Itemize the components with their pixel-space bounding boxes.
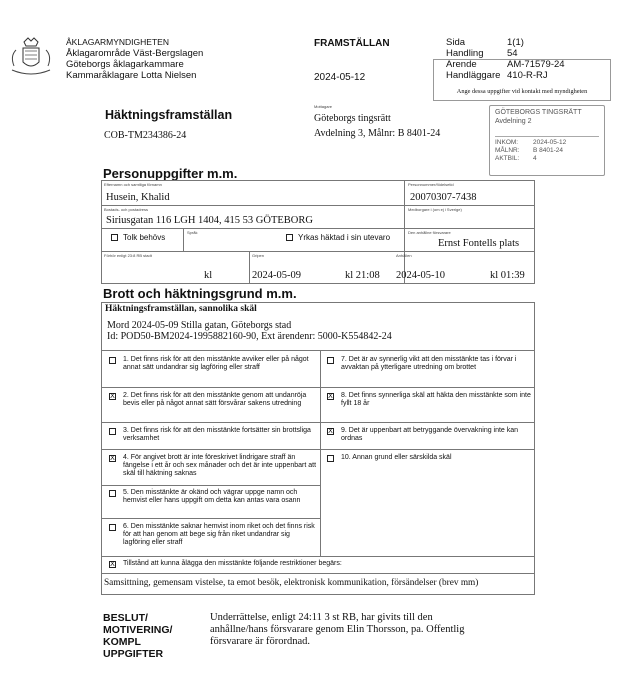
beslut-heading-line-1: BESLUT/ <box>103 612 148 624</box>
stamp-aktbil-value: 4 <box>533 155 537 162</box>
gripen-date: 2024-05-09 <box>252 270 301 281</box>
beslut-heading-line-3: KOMPL <box>103 636 141 648</box>
reason-9-checkbox[interactable]: X <box>328 428 333 435</box>
stamp-title: GÖTEBORGS TINGSRÄTT <box>495 109 582 116</box>
org-area: Åklagarområde Väst-Bergslagen <box>66 48 204 59</box>
tolk-label: Tolk behövs <box>123 233 166 242</box>
address-label: Bostads- och postadress <box>104 207 149 212</box>
beslut-text <box>210 612 464 648</box>
reason-9-text: 9. Det är uppenbart att betryggande övervakning inte kan ordnas <box>341 427 519 442</box>
yrkas-label: Yrkas häktad i sin utevaro <box>298 233 391 242</box>
handlaggare-value: 410-R-RJ <box>507 70 548 81</box>
crime-heading: Brott och häktningsgrund m.m. <box>103 286 297 301</box>
handling-value: 54 <box>507 48 518 59</box>
restrictions-checkbox[interactable]: X <box>110 561 115 568</box>
stamp-inkom-label: INKOM: <box>495 139 519 146</box>
reason-5-checkbox[interactable] <box>109 490 116 497</box>
reason-2-text: 2. Det finns risk för att den misstänkte genom att undanröja bevis eller på något annat sätt försvårar sakens utredning <box>123 392 307 407</box>
reason-8-text: 8. Det finns synnerliga skäl att häkta den misstänkte som inte fyllt 18 år <box>341 392 531 407</box>
org-block <box>66 37 203 81</box>
page-title: Häktningsframställan <box>105 108 233 122</box>
sida-label: Sida <box>446 37 466 48</box>
sida-value: 1(1) <box>507 37 524 48</box>
reason-6-checkbox[interactable] <box>109 524 116 531</box>
crime-line1: Mord 2024-05-09 Stilla gatan, Göteborgs stad <box>107 320 292 331</box>
frihetsberovad-kl: kl <box>204 270 213 281</box>
beslut-text-line-2: anhållne/hans försvarare genom Elin Thorsson, pa. Offentlig <box>210 624 465 635</box>
reason-1-checkbox[interactable] <box>109 357 116 364</box>
crime-subheading: Häktningsframställan, sannolika skäl <box>105 304 257 314</box>
beslut-heading <box>103 612 172 660</box>
reason-10-text: 10. Annan grund eller särskilda skäl <box>341 454 452 461</box>
beslut-heading-line-4: UPPGIFTER <box>103 648 164 660</box>
tolk-checkbox[interactable] <box>111 234 118 241</box>
stamp-inkom-value: 2024-05-12 <box>533 139 567 146</box>
frihetsberovad-label: Förhör enligt 23:8 RB stadt <box>104 253 152 258</box>
reason-5-text: 5. Den misstänkte är okänd och vägrar uppge namn och hemvist eller hans uppgift om detta kan antas vara osann <box>123 489 301 504</box>
name-value: Husein, Khalid <box>106 192 170 203</box>
sprak-label: Språk <box>187 230 198 235</box>
reason-4-text: 4. För angivet brott är inte föreskrivet lindrigare straff än fängelse i ett år och sex månader och det är inte uppenbart att skäl till häktning saknas <box>123 454 317 477</box>
stamp-aktbil-label: AKTBIL: <box>495 155 520 162</box>
recipient-dept: Avdelning 3, Målnr: B 8401-24 <box>314 128 441 139</box>
handling-label: Handling <box>446 48 484 59</box>
stamp-dept: Avdelning 2 <box>495 118 532 125</box>
stamp-malnr-value: B 8401-24 <box>533 147 563 154</box>
reason-7-checkbox[interactable] <box>327 357 334 364</box>
forsvarare-label: Den anhållne försvarare <box>408 230 451 235</box>
reason-3-text: 3. Det finns risk för att den misstänkte fortsätter sin brottsliga verksamhet <box>123 427 311 442</box>
anhallen-date: 2024-05-10 <box>396 270 445 281</box>
restrictions-label: Tillstånd att kunna ålägga den misstänkte följande restriktioner begärs: <box>123 560 342 567</box>
arende-label: Ärende <box>446 59 477 70</box>
reason-3-checkbox[interactable] <box>109 428 116 435</box>
org-chamber: Göteborgs åklagarkammare <box>66 59 184 70</box>
gripen-time: kl 21:08 <box>345 270 380 281</box>
recipient-name: Göteborgs tingsrätt <box>314 113 391 124</box>
doc-type: FRAMSTÄLLAN <box>314 38 390 49</box>
org-prosecutor: Kammaråklagare Lotta Nielsen <box>66 70 197 81</box>
pnr-value: 20070307-7438 <box>410 192 477 203</box>
stamp-fields <box>495 139 605 163</box>
reason-4-checkbox[interactable]: X <box>110 455 115 462</box>
restrictions-value: Samsittning, gemensam vistelse, ta emot besök, elektronisk kommunikation, försändelser (brev mm) <box>104 578 479 588</box>
reason-8-checkbox[interactable]: X <box>328 393 333 400</box>
crime-line2: Id: POD50-BM2024-1995882160-90, Ext ärendenr: 5000-K554842-24 <box>107 331 392 342</box>
reason-7-text: 7. Det är av synnerlig vikt att den misstänkte tas i förvar i avvaktan på ytterligare utredning om brottet <box>341 356 517 371</box>
gripen-label: Gripen <box>252 253 265 258</box>
anhallen-label: Anhållen <box>396 253 412 258</box>
citizenship-label: Medborgare i (om ej i Sverige) <box>408 207 462 212</box>
handlaggare-label: Handläggare <box>446 70 501 81</box>
yrkas-checkbox[interactable] <box>286 234 293 241</box>
forsvarare-value: Ernst Fontells plats <box>438 238 520 249</box>
beslut-heading-line-2: MOTIVERING/ <box>103 624 173 636</box>
address-value: Siriusgatan 116 LGH 1404, 415 53 GÖTEBORG <box>106 215 313 226</box>
reason-1-text: 1. Det finns risk för att den misstänkte avviker eller på något annat sätt undandrar sig lagföring eller straff <box>123 356 309 371</box>
beslut-text-line-3: försvarare är förordnad. <box>210 636 310 647</box>
meta-note: Ange dessa uppgifter vid kontakt med myndigheten <box>456 88 588 95</box>
name-label: Efternamn och samtliga förnamn <box>104 182 162 187</box>
recipient-label: Mottagare <box>314 104 333 109</box>
arende-value: AM-71579-24 <box>507 59 565 70</box>
stamp-divider <box>495 136 599 137</box>
reason-10-checkbox[interactable] <box>327 455 334 462</box>
reason-2-checkbox[interactable]: X <box>110 393 115 400</box>
pnr-label: Personnummer/födelsetid <box>408 182 454 187</box>
beslut-text-line-1: Underrättelse, enligt 24:11 3 st RB, har givits till den <box>210 612 433 623</box>
doc-date: 2024-05-12 <box>314 72 366 83</box>
stamp-malnr-label: MÅLNR: <box>495 147 520 154</box>
reason-6-text: 6. Den misstänkte saknar hemvist inom riket och det finns risk för att han genom att bege sig från riket undandrar sig lagföring eller straff <box>123 523 315 546</box>
org-name: ÅKLAGARMYNDIGHETEN <box>66 37 169 47</box>
anhallen-time: kl 01:39 <box>490 270 525 281</box>
personal-heading: Personuppgifter m.m. <box>103 166 238 181</box>
crest-logo <box>6 36 56 80</box>
case-number: COB-TM234386-24 <box>104 130 187 141</box>
